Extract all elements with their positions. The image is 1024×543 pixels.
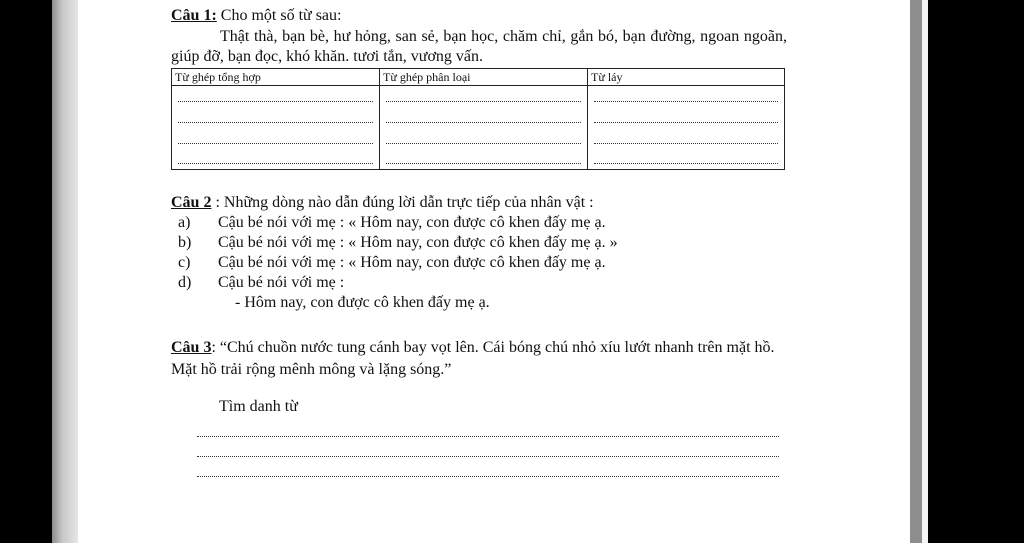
table-header-compound-classified: Từ ghép phân loại (380, 69, 588, 86)
table-row (172, 149, 785, 170)
question-1-heading (171, 6, 787, 27)
table-header-reduplicative: Từ láy (588, 69, 785, 86)
question-2-prompt: : Những dòng nào dẫn đúng lời dẫn trực tiếp của nhân vật : (211, 194, 594, 211)
question-2-label: Câu 2 (171, 194, 212, 211)
table-cell[interactable] (380, 86, 588, 107)
option-b: b) Cậu bé nói với mẹ : « Hôm nay, con được cô khen đấy mẹ ạ. » (178, 234, 618, 251)
question-1-prompt: Cho một số từ sau: (216, 7, 342, 24)
table-cell[interactable] (380, 149, 588, 170)
table-cell[interactable] (172, 128, 380, 149)
classification-table (171, 68, 785, 170)
question-2 (171, 193, 787, 319)
option-a: a) Cậu bé nói với mẹ : « Hôm nay, con được cô khen đấy mẹ ạ. (178, 214, 606, 231)
right-border (910, 0, 922, 543)
table-cell[interactable] (172, 107, 380, 128)
right-background (928, 0, 1024, 543)
question-1-label: Câu 1: (171, 7, 217, 24)
question-3-label: Câu 3 (171, 339, 212, 356)
table-row (172, 107, 785, 128)
option-d-quote: - Hôm nay, con được cô khen đấy mẹ ạ. (235, 294, 490, 311)
left-background (0, 0, 52, 543)
question-3-text: : “Chú chuồn nước tung cánh bay vọt lên. Cái bóng chú nhỏ xíu lướt nhanh trên mặt hồ. Mặt hồ trải rộng mênh mông và lặng sóng.” (171, 339, 775, 378)
question-3-instruction: Tìm danh từ (219, 398, 298, 415)
page-edge-shadow (52, 0, 78, 543)
question-2-heading (171, 193, 787, 213)
answer-line[interactable] (197, 457, 779, 477)
table-cell[interactable] (172, 149, 380, 170)
table-header-compound-general: Từ ghép tổng hợp (172, 69, 380, 86)
question-3 (171, 337, 787, 381)
table-row (172, 86, 785, 107)
option-c: c) Cậu bé nói với mẹ : « Hôm nay, con được cô khen đấy mẹ ạ. (178, 254, 606, 271)
answer-line[interactable] (197, 437, 779, 457)
table-cell[interactable] (588, 86, 785, 107)
question-1-word-list: Thật thà, bạn bè, hư hỏng, san sẻ, bạn học, chăm chỉ, gắn bó, bạn đường, ngoan ngoãn, giúp đỡ, bạn đọc, khó khăn. tươi tắn, vương vấn. (171, 28, 787, 65)
table-cell[interactable] (172, 86, 380, 107)
option-d: d) Cậu bé nói với mẹ : (178, 274, 345, 291)
table-cell[interactable] (588, 149, 785, 170)
answer-line[interactable] (197, 417, 779, 437)
table-cell[interactable] (588, 128, 785, 149)
table-cell[interactable] (380, 107, 588, 128)
document-content (171, 6, 787, 477)
table-cell[interactable] (380, 128, 588, 149)
table-cell[interactable] (588, 107, 785, 128)
table-row (172, 128, 785, 149)
